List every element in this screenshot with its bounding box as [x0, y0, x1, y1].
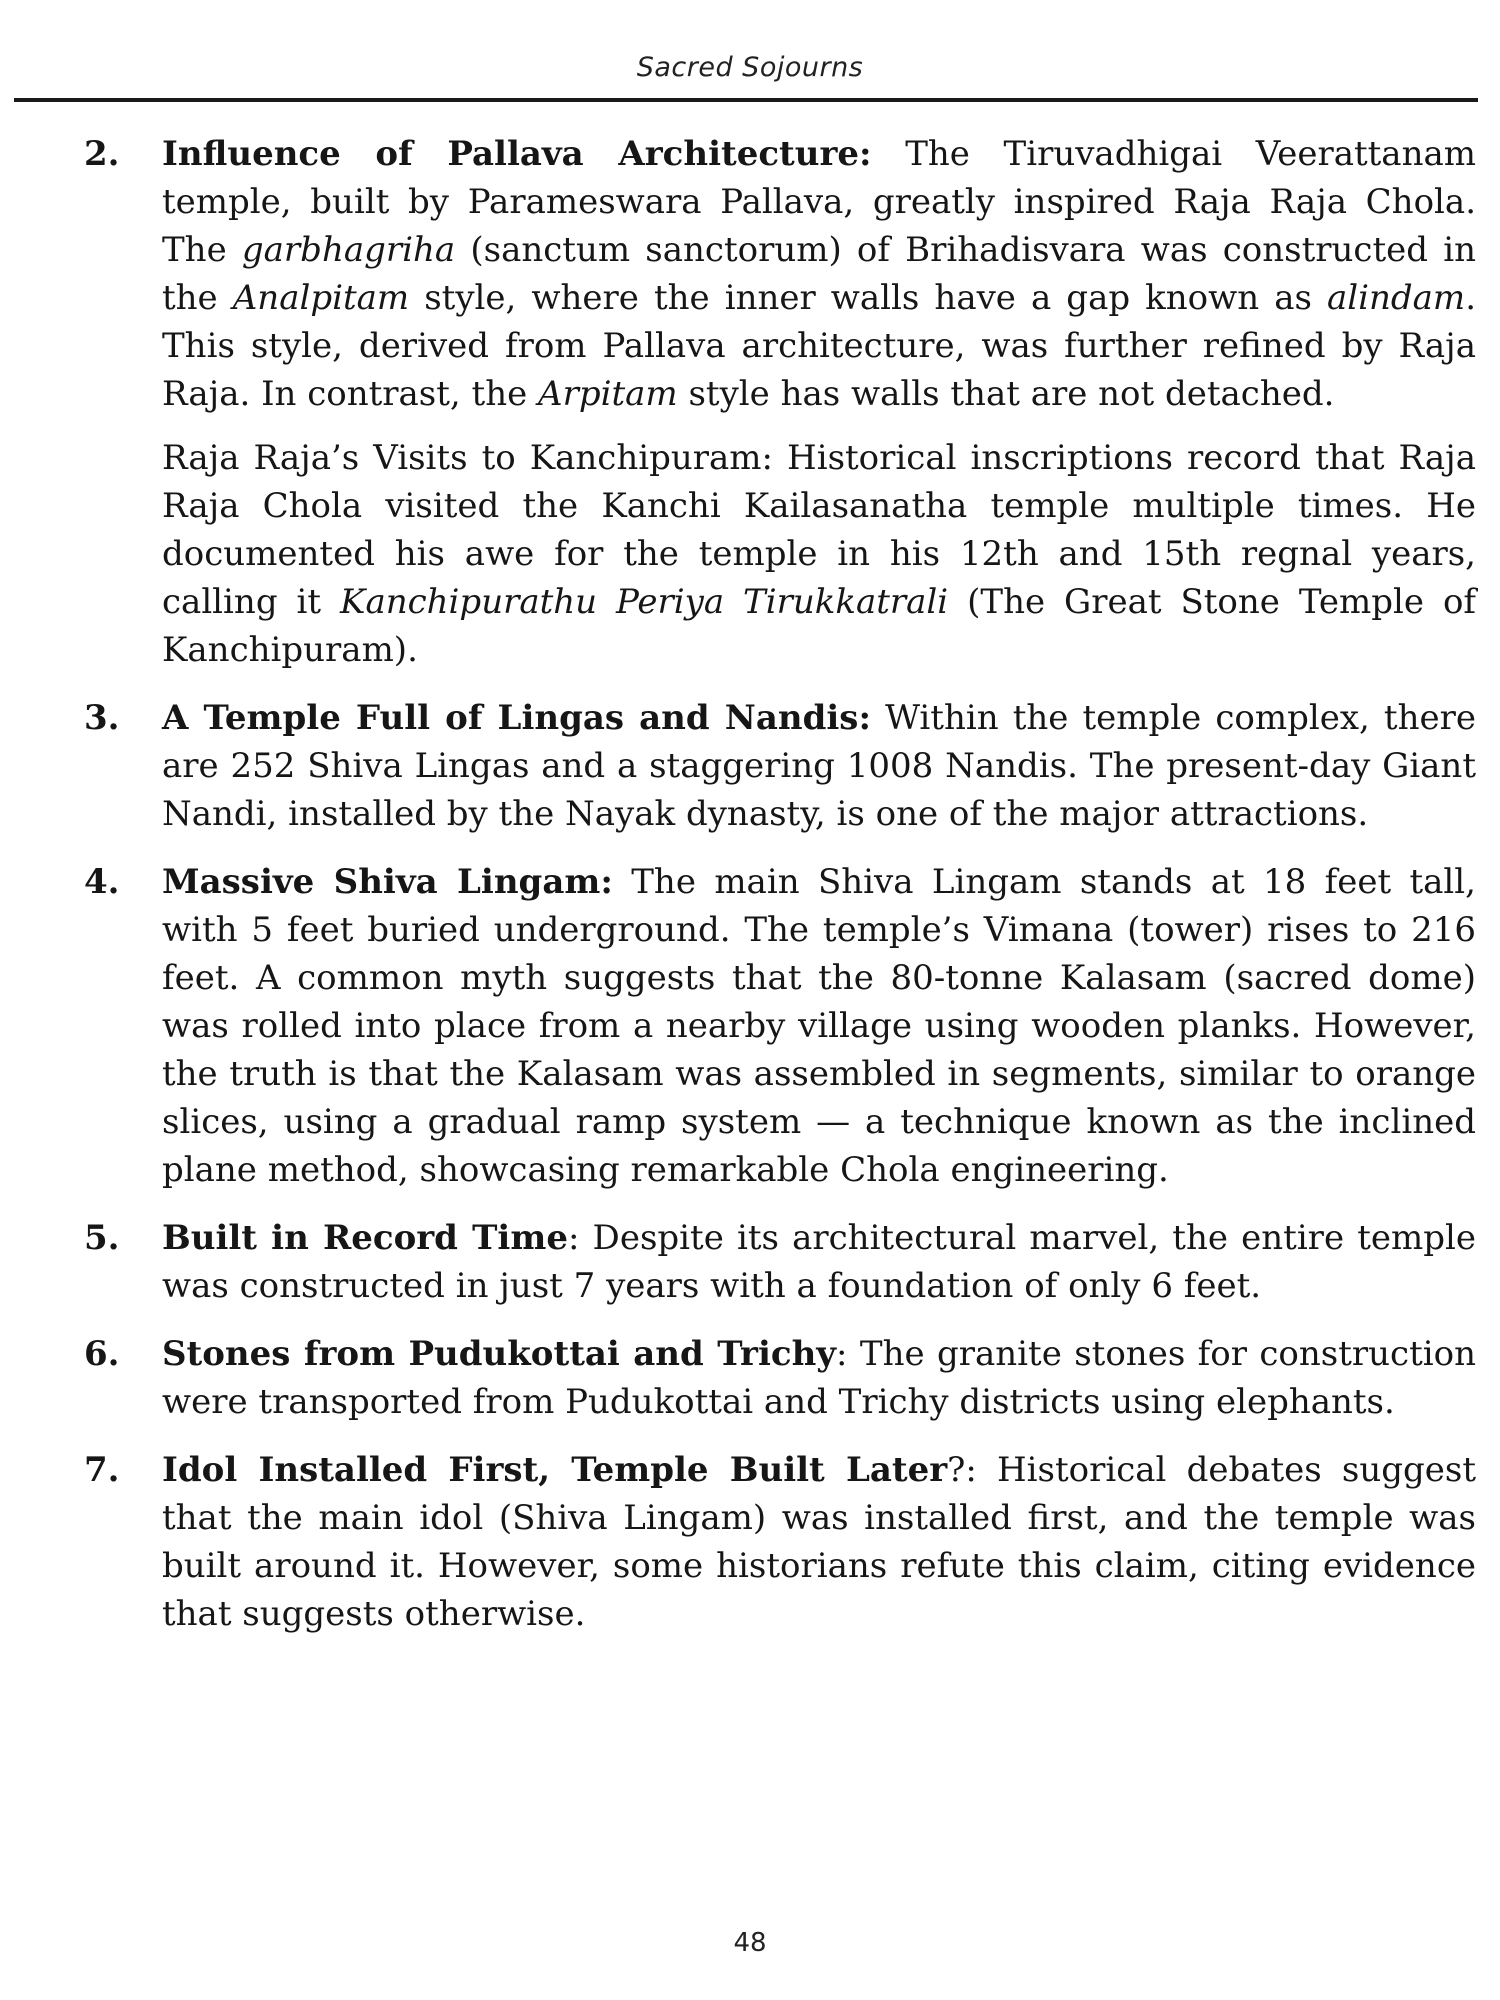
item-title: Massive Shiva Lingam: [162, 862, 613, 902]
item-text: . This style, derived from Pallava architecture, was further refined by Raja Raja. In contrast, the [162, 278, 1476, 414]
item-body [162, 1214, 1476, 1310]
item-body [162, 694, 1476, 838]
item-body [162, 1446, 1476, 1638]
item-number: 3. [84, 698, 120, 738]
list-item-5 [84, 1214, 1476, 1310]
page-content [84, 130, 1476, 1658]
item-text: ?: Historical debates suggest that the main idol (Shiva Lingam) was installed first, and the temple was built around it. However, some historians refute this claim, citing evidence that suggests otherwise. [162, 1450, 1476, 1634]
item-body [162, 858, 1476, 1194]
list-item-6 [84, 1330, 1476, 1426]
item-text: style has walls that are not detached. [677, 374, 1335, 414]
item-italic-term: Analpitam [232, 278, 410, 318]
page-number: 48 [733, 1928, 767, 1958]
item-number: 4. [84, 862, 120, 902]
item-title: A Temple Full of Lingas and Nandis: [162, 698, 871, 738]
item-italic-term: Arpitam [538, 374, 678, 414]
item-text: Raja Raja’s Visits to Kanchipuram: Historical inscriptions record that Raja Raja Chola visited the Kanchi Kailasanatha temple multiple times. He documented his awe for the temple in his 12th and 15th regnal years, calling it [162, 438, 1476, 622]
item-text: : The granite stones for construction were transported from Pudukottai and Trichy districts using elephants. [162, 1334, 1476, 1422]
item-number: 2. [84, 134, 120, 174]
item-text: The Tiruvadhigai Veerattanam temple, built by Parameswara Pallava, greatly inspired Raja Raja Chola. The [162, 134, 1476, 270]
header-rule [14, 98, 1478, 102]
item-italic-term: alindam [1326, 278, 1466, 318]
item-title: Stones from Pudukottai and Trichy [162, 1334, 837, 1374]
list-item-2 [84, 130, 1476, 674]
item-text: The main Shiva Lingam stands at 18 feet tall, with 5 feet buried underground. The temple’s Vimana (tower) rises to 216 feet. A common myth suggests that the 80-tonne Kalasam (sacred dome) was rolled into place from a nearby village using wooden planks. However, the truth is that the Kalasam was assembled in segments, similar to orange slices, using a gradual ramp system — a technique known as the inclined plane method, showcasing remarkable Chola engineering. [162, 862, 1476, 1190]
list-item-7 [84, 1446, 1476, 1638]
item-title: Built in Record Time [162, 1218, 568, 1258]
item-text: : Despite its architectural marvel, the entire temple was constructed in just 7 years with a foundation of only 6 feet. [162, 1218, 1476, 1306]
item-title: Idol Installed First, Temple Built Later [162, 1450, 948, 1490]
item-body [162, 130, 1476, 674]
item-text: (sanctum sanctorum) of Brihadisvara was constructed in the [162, 230, 1476, 318]
item-text: Within the temple complex, there are 252 Shiva Lingas and a staggering 1008 Nandis. The present-day Giant Nandi, installed by the Nayak dynasty, is one of the major attractions. [162, 698, 1476, 834]
item-paragraph [162, 130, 1476, 418]
item-number: 6. [84, 1334, 120, 1374]
item-text: (The Great Stone Temple of Kanchipuram). [162, 582, 1477, 670]
item-body [162, 1330, 1476, 1426]
item-italic-term: garbhagriha [241, 230, 456, 270]
item-italic-term: Kanchipurathu Periya Tirukkatrali [340, 582, 949, 622]
item-title: Influence of Pallava Architecture: [162, 134, 872, 174]
list-item-4 [84, 858, 1476, 1194]
running-header: Sacred Sojourns [636, 52, 864, 83]
item-number: 7. [84, 1450, 120, 1490]
item-sub-paragraph [162, 434, 1476, 674]
item-text: style, where the inner walls have a gap known as [409, 278, 1327, 318]
item-number: 5. [84, 1218, 120, 1258]
list-item-3 [84, 694, 1476, 838]
